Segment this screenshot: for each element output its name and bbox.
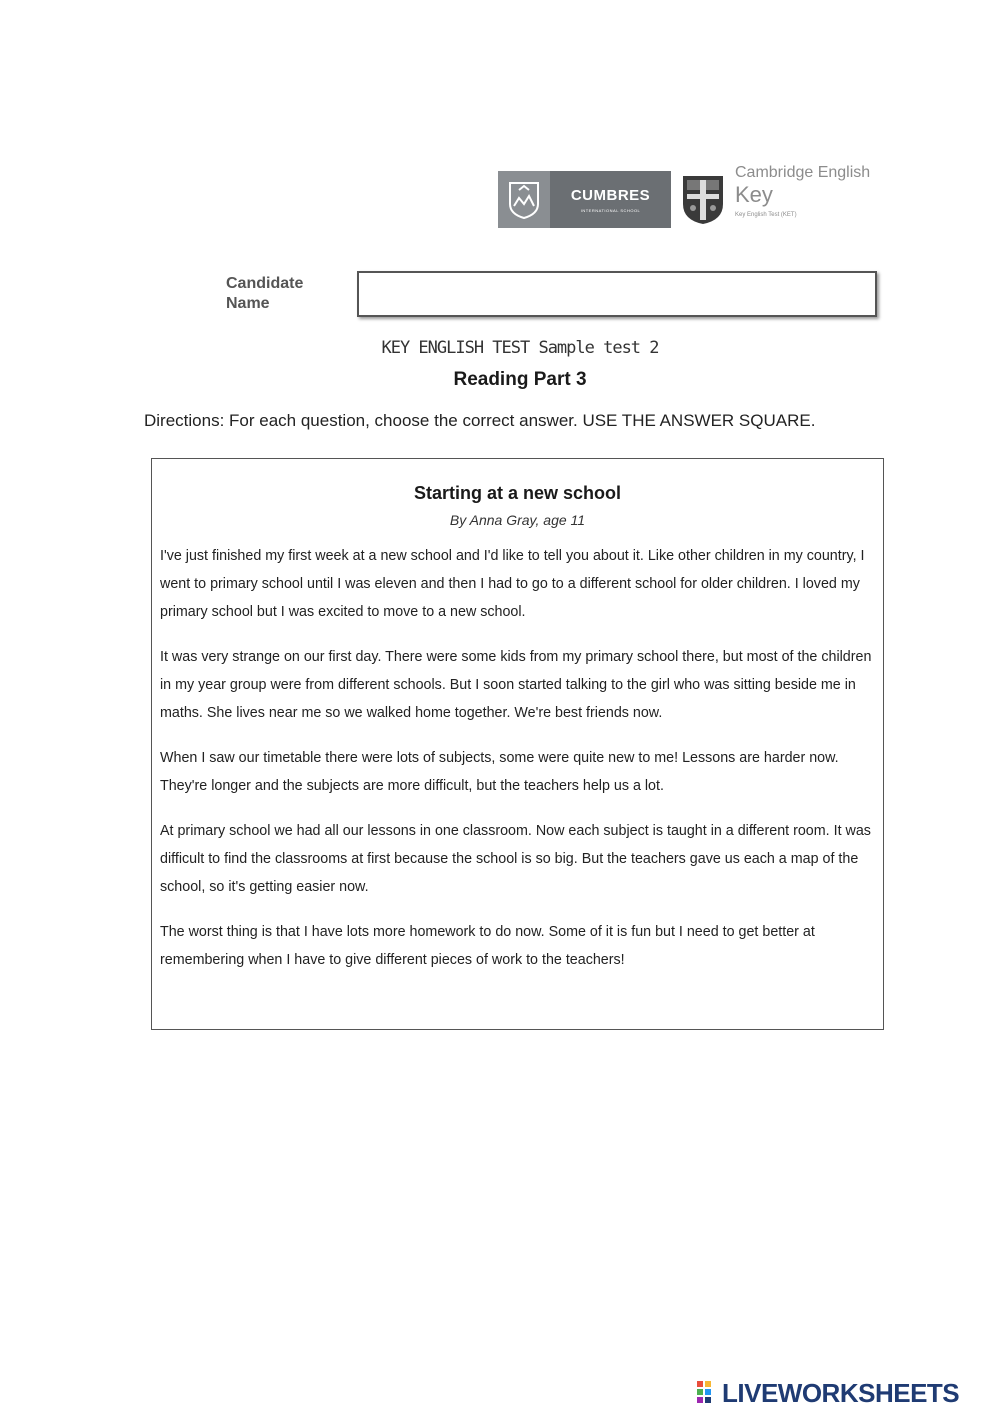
cambridge-english-key-logo [735, 162, 870, 218]
article-paragraph-2: It was very strange on our first day. There were some kids from my primary school there, but most of the children in my year group were from different schools. But I soon started talking to the girl who was sitting beside me in maths. She lives near me so we walked home together. We're best friends now. [160, 649, 872, 721]
article-paragraph-1: I've just finished my first week at a new school and I'd like to tell you about it. Like other children in my country, I went to primary school until I was eleven and then I had to go to a different school for older children. I loved my primary school but I was excited to move to a new school. [160, 548, 865, 620]
directions-text: Directions: For each question, choose the correct answer. USE THE ANSWER SQUARE. [144, 411, 816, 430]
cambridge-english-text: Cambridge English [735, 164, 871, 181]
article-title: Starting at a new school [413, 483, 622, 503]
liveworksheets-brand: LIVEWORKSHEETS [722, 1378, 960, 1408]
part-title: Reading Part 3 [453, 369, 587, 390]
reading-text-box [151, 458, 884, 1030]
logo-bar [498, 162, 870, 228]
ket-text: Key English Test (KET) [735, 212, 797, 218]
candidate-name-label: Candidate Name [226, 275, 304, 312]
liveworksheets-footer [697, 1378, 959, 1409]
article-paragraph-5: The worst thing is that I have lots more homework to do now. Some of it is fun but I need to get better at remembering when I have to give different pieces of work to the teachers! [160, 924, 815, 968]
cambridge-shield-icon [681, 174, 725, 226]
cumbres-logo [498, 171, 671, 228]
handwritten-test-title: KEY ENGLISH TEST Sample test 2 [381, 338, 659, 358]
school-subtitle: INTERNATIONAL SCHOOL [580, 207, 641, 213]
key-text: Key [735, 182, 773, 207]
article-paragraph-4: At primary school we had all our lessons in one classroom. Now each subject is taught in a different room. It was difficult to find the classrooms at first because the school is so big. But the teachers gave us each a map of the school, so it's getting easier now. [160, 823, 871, 895]
liveworksheets-logo-icon [697, 1381, 719, 1407]
school-name: CUMBRES [570, 186, 651, 204]
article-paragraph-3: When I saw our timetable there were lots of subjects, some were quite new to me! Lessons are harder now. They're longer and the subjects are more difficult, but the teachers help us a lot. [160, 750, 839, 794]
mountain-crest-icon [498, 171, 550, 228]
article-byline: By Anna Gray, age 11 [449, 512, 586, 528]
candidate-name-input[interactable] [357, 271, 877, 317]
